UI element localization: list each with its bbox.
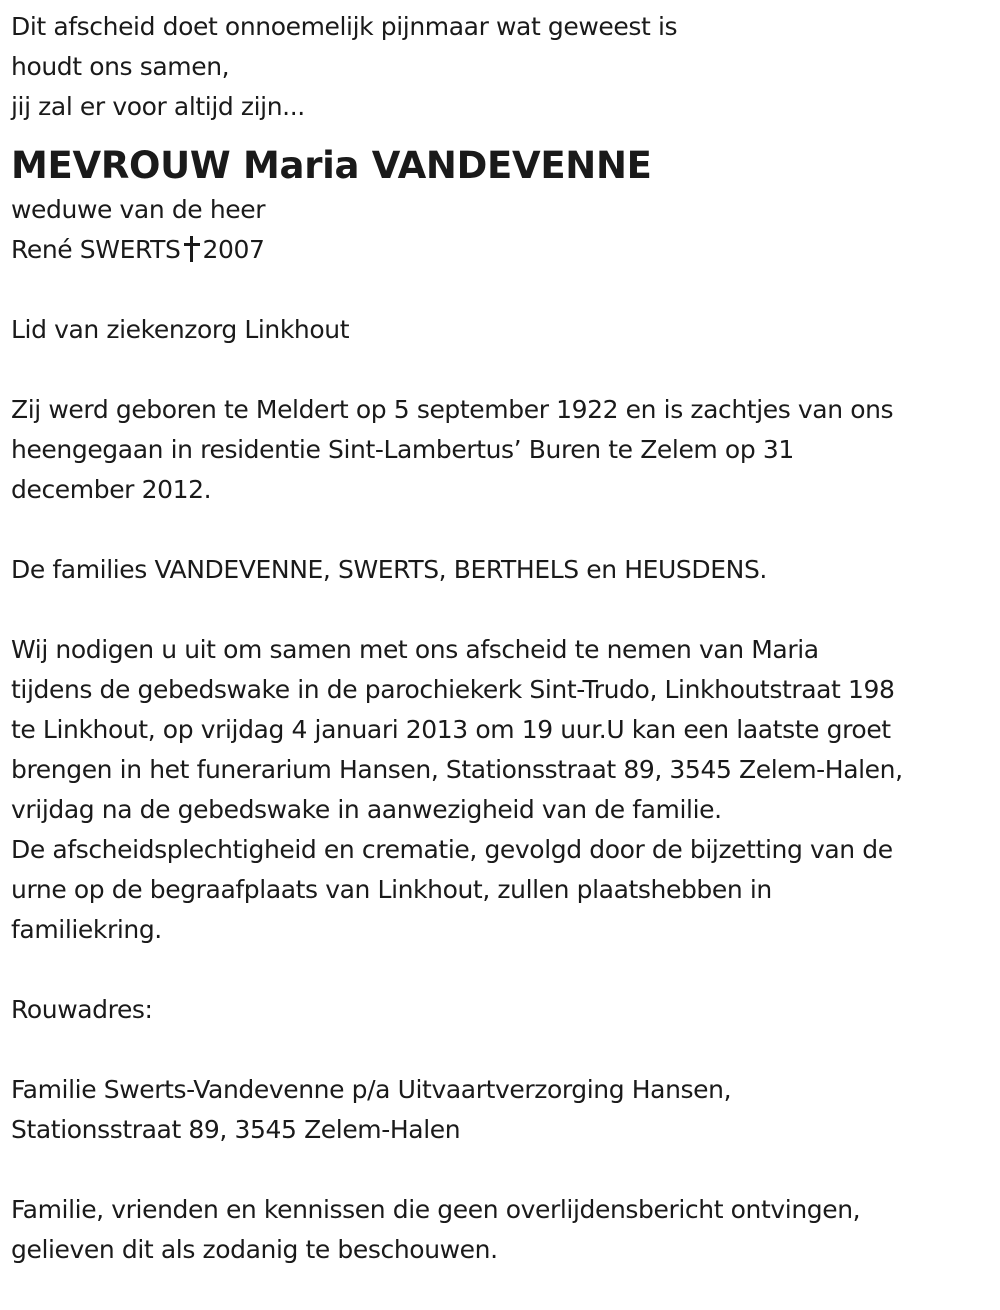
paragraph-line: heengegaan in residentie Sint-Lambertus’ Buren te Zelem op 31 bbox=[11, 435, 794, 464]
paragraph-line: vrijdag na de gebedswake in aanwezigheid van de familie. bbox=[11, 795, 722, 824]
poem-line: Dit afscheid doet onnoemelijk pijnmaar wat geweest is bbox=[11, 12, 678, 41]
poem-line: houdt ons samen, bbox=[11, 52, 230, 81]
paragraph-line: brengen in het funerarium Hansen, Stationsstraat 89, 3545 Zelem-Halen, bbox=[11, 755, 903, 784]
address-label: Rouwadres: bbox=[11, 995, 153, 1024]
deceased-name: MEVROUW Maria VANDEVENNE bbox=[11, 144, 652, 187]
invitation-paragraph bbox=[11, 630, 991, 950]
families: De families VANDEVENNE, SWERTS, BERTHELS en HEUSDENS. bbox=[11, 555, 767, 584]
paragraph-line: De afscheidsplechtigheid en crematie, gevolgd door de bijzetting van de bbox=[11, 835, 893, 864]
birth-death-paragraph bbox=[11, 390, 991, 510]
paragraph-line: Familie, vrienden en kennissen die geen overlijdensbericht ontvingen, bbox=[11, 1195, 861, 1224]
spouse-line bbox=[11, 230, 991, 270]
paragraph-line: urne op de begraafplaats van Linkhout, zullen plaatshebben in bbox=[11, 875, 772, 904]
poem-line: jij zal er voor altijd zijn... bbox=[11, 92, 305, 121]
spouse-name: René SWERTS bbox=[11, 235, 181, 264]
cross-icon bbox=[184, 236, 200, 262]
paragraph-line: tijdens de gebedswake in de parochiekerk Sint-Trudo, Linkhoutstraat 198 bbox=[11, 675, 895, 704]
paragraph-line: Zij werd geboren te Meldert op 5 september 1922 en is zachtjes van ons bbox=[11, 395, 894, 424]
paragraph-line: familiekring. bbox=[11, 915, 162, 944]
spouse-death-year: 2007 bbox=[202, 235, 265, 264]
paragraph-line: gelieven dit als zodanig te beschouwen. bbox=[11, 1235, 498, 1264]
poem bbox=[11, 7, 991, 127]
address-line: Familie Swerts-Vandevenne p/a Uitvaartverzorging Hansen, bbox=[11, 1075, 732, 1104]
address-line: Stationsstraat 89, 3545 Zelem-Halen bbox=[11, 1115, 461, 1144]
widow-line: weduwe van de heer bbox=[11, 195, 266, 224]
paragraph-line: te Linkhout, op vrijdag 4 januari 2013 om 19 uur.U kan een laatste groet bbox=[11, 715, 891, 744]
closing-paragraph bbox=[11, 1190, 991, 1270]
paragraph-line: Wij nodigen u uit om samen met ons afscheid te nemen van Maria bbox=[11, 635, 819, 664]
mourning-address bbox=[11, 1070, 991, 1150]
paragraph-line: december 2012. bbox=[11, 475, 212, 504]
obituary-notice bbox=[11, 7, 991, 1270]
membership: Lid van ziekenzorg Linkhout bbox=[11, 315, 350, 344]
